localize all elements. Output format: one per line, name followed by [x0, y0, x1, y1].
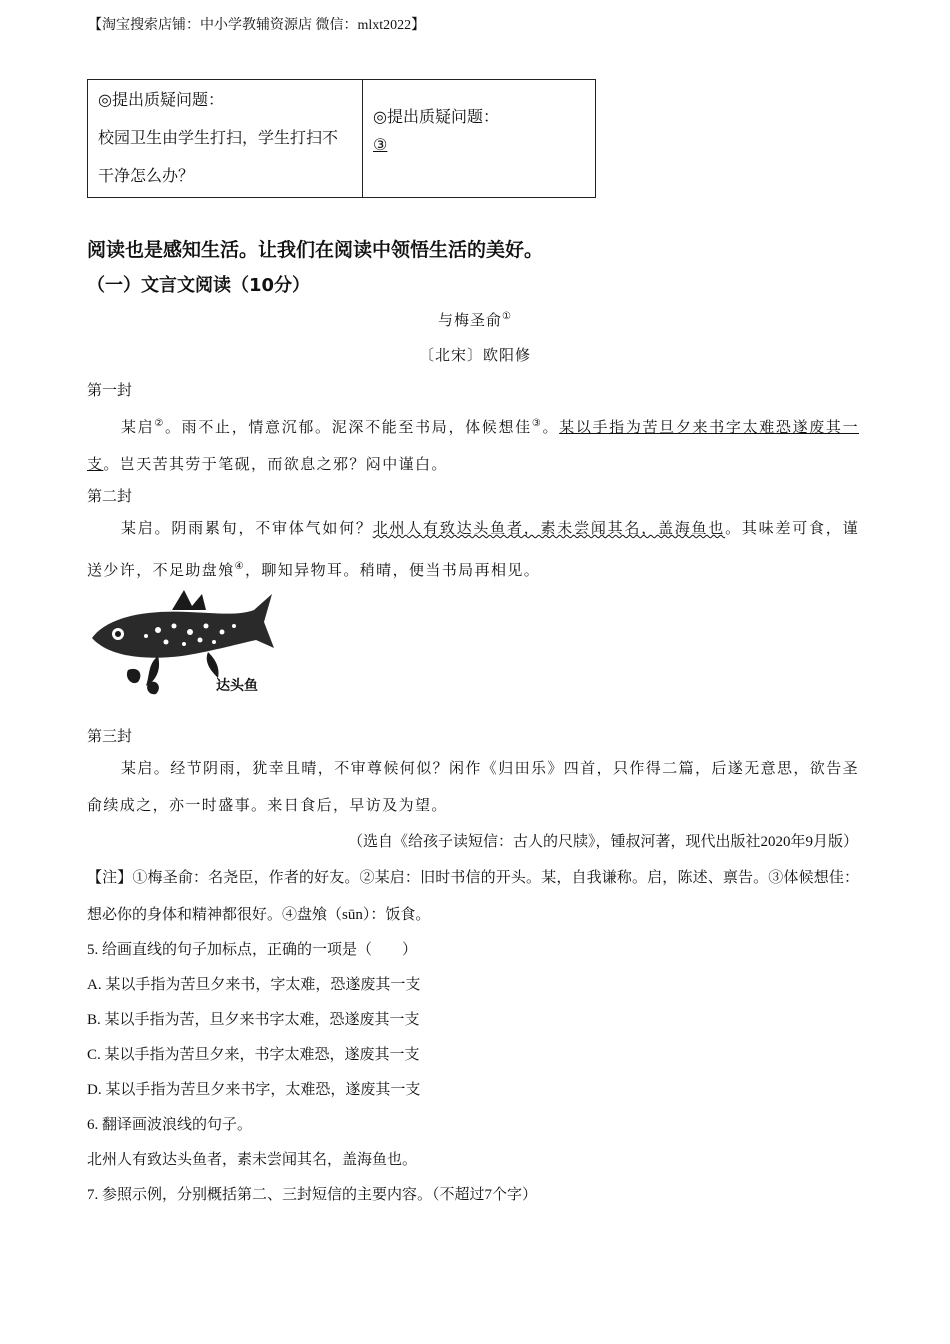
l1-text-3: 。 — [542, 420, 560, 436]
l1-text-1: 某启 — [121, 420, 155, 436]
l2-text-1: 某启。阴雨累旬，不审体气如何？ — [121, 521, 373, 537]
option-d[interactable]: D. 某以手指为苦旦夕来书字，太难恐，遂废其一支 — [87, 1082, 421, 1098]
letter-3-body: 某启。经节阴雨，犹幸且晴，不审尊候何似？闲作《归田乐》四首，只作得二篇，后遂无意思，欲告圣俞续成之，亦一时盛事。来日食后，早访及为望。 — [87, 761, 860, 814]
l2-text-2: 。其味差可食，谨送少许，不足助盘飧 — [87, 521, 859, 579]
option-a[interactable]: A. 某以手指为苦旦夕来书，字太难，恐遂废其一支 — [87, 977, 421, 993]
blank-label: ③ — [373, 137, 388, 154]
poem-author: 〔北宋〕欧阳修 — [418, 348, 531, 364]
poem-title-text: 与梅圣俞 — [438, 313, 503, 329]
poem-title — [0, 309, 950, 330]
option-c[interactable]: C. 某以手指为苦旦夕来，书字太难恐，遂废其一支 — [87, 1047, 420, 1063]
answer-blank[interactable] — [373, 132, 595, 160]
left-line-1: 校园卫生由学生打扫，学生打扫不 — [98, 130, 339, 147]
l1-note-3: ③ — [531, 418, 543, 429]
question-7: 7. 参照示例，分别概括第二、三封短信的主要内容。（不超过7个字） — [87, 1187, 538, 1203]
section-title: （一）文言文阅读（10分） — [87, 275, 311, 296]
datou-fish-illustration — [88, 586, 276, 698]
intro-heading: 阅读也是感知生活。让我们在阅读中领悟生活的美好。 — [87, 239, 544, 261]
page-header: 【淘宝搜索店铺：中小学教辅资源店 微信：mlxt2022】 — [88, 18, 426, 33]
l1-text-2: 。雨不止，情意沉郁。泥深不能至书局，体候想佳 — [165, 420, 532, 436]
annotation-note: 【注】①梅圣俞：名尧臣，作者的好友。②某启：旧时书信的开头。某，自我谦称。启，陈述、禀告。③体候想佳：想必你的身体和精神都很好。④盘飧（sūn）：饭食。 — [87, 870, 859, 923]
poem-title-note: ① — [502, 311, 512, 322]
option-b[interactable]: B. 某以手指为苦，旦夕来书字太难，恐遂废其一支 — [87, 1012, 420, 1028]
letter-3-label: 第三封 — [87, 729, 133, 745]
left-prompt: ◎提出质疑问题： — [98, 92, 224, 109]
letter-1-body — [87, 405, 859, 484]
letter-2-body — [87, 511, 859, 590]
l2-note-4: ④ — [234, 561, 245, 572]
source-citation: （选自《给孩子读短信：古人的尺牍》，锺叔河著，现代出版社2020年9月版） — [347, 834, 858, 850]
table-cell-left — [88, 80, 363, 198]
table-cell-right — [363, 80, 596, 198]
left-line-2: 干净怎么办？ — [98, 168, 195, 185]
letter-2-label: 第二封 — [87, 489, 133, 505]
question-5: 5. 给画直线的句子加标点，正确的一项是（ ） — [87, 942, 418, 958]
l1-underlined-sentence: 某以手指为苦旦夕来书字太难恐遂废其一支 — [87, 420, 859, 473]
right-prompt: ◎提出质疑问题： — [373, 109, 499, 126]
question-6: 6. 翻译画波浪线的句子。 — [87, 1117, 253, 1133]
l2-text-3: ，聊知异物耳。稍晴，便当书局再相见。 — [244, 563, 541, 579]
l2-wavy-sentence: 北州人有致达头鱼者，素未尝闻其名，盖海鱼也 — [372, 521, 726, 537]
l1-text-4: 。岂天苦其劳于笔砚，而欲息之邪？闷中谨白。 — [103, 457, 448, 473]
question-6-sentence: 北州人有致达头鱼者，素未尝闻其名，盖海鱼也。 — [87, 1152, 418, 1168]
fish-caption: 达头鱼 — [216, 678, 258, 694]
l1-note-2: ② — [154, 418, 165, 429]
question-table — [87, 79, 596, 198]
letter-1-label: 第一封 — [87, 383, 133, 399]
